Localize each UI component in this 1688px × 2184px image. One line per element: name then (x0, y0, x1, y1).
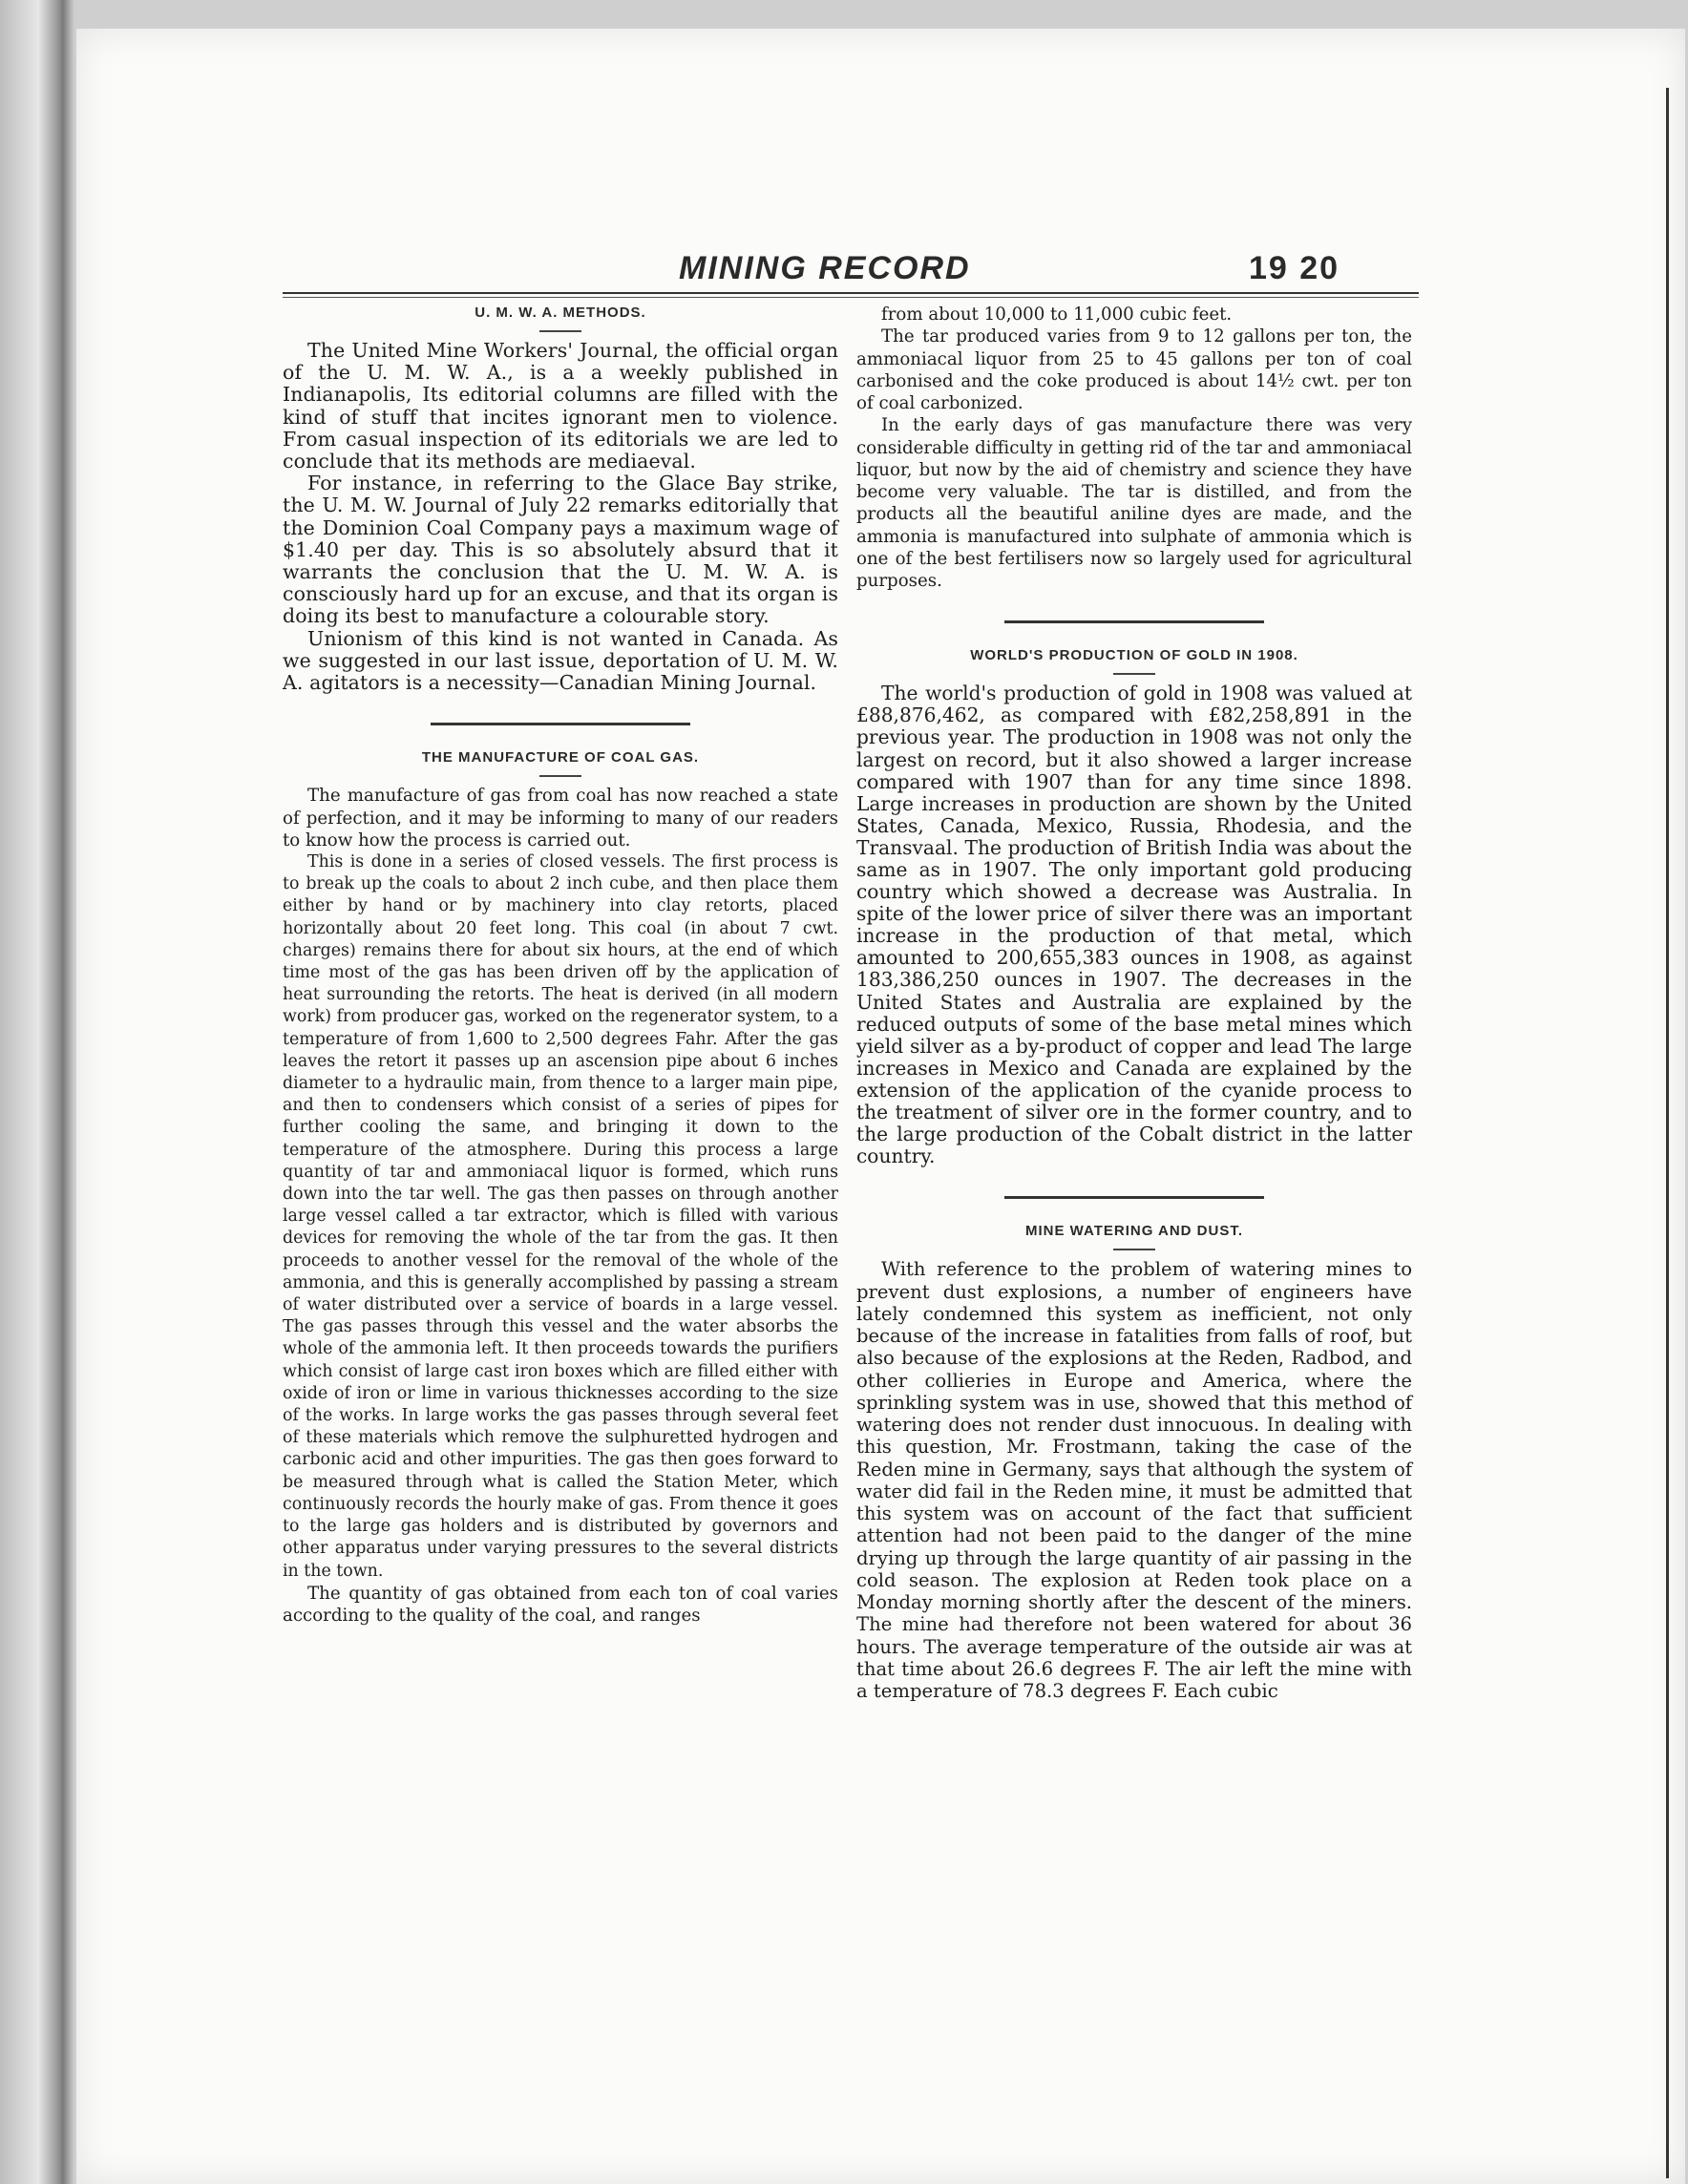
article-paragraph: The tar produced varies from 9 to 12 gallons per ton, the ammoniacal liquor from 25 to 45 gallons per ton of coal carbonised and the coke produced is about 14½ cwt. per ton of coal carbonized. (856, 326, 1412, 413)
adjacent-page-edge (0, 0, 74, 2184)
article-separator (1004, 620, 1264, 623)
journal-title: MINING RECORD (679, 250, 971, 286)
article-paragraph: In the early days of gas manufacture there was very considerable difficulty in getting rid of the tar and ammoniacal liquor, but now by the aid of chemistry and science they have become very valuable. The tar is distilled, and from the products all the beautiful aniline dyes are made, and the ammonia is manufactured into sulphate of ammonia which is one of the best fertilisers now so largely used for agricultural purposes. (856, 415, 1412, 591)
article-paragraph: The United Mine Workers' Journal, the official organ of the U. M. W. A., is a a weekly published in Indianapolis, Its editorial columns are filled with the kind of stuff that incites ignorant men to violence. From casual inspection of its editorials we are led to conclude that its methods are mediaeval. (283, 339, 838, 473)
article-paragraph: The world's production of gold in 1908 was valued at £88,876,462, as compared with £82,258,891 in the previous year. The production in 1908 was not only the largest on record, but it also showed a larger increase compared with 1907 than for any time since 1898. Large increases in production are shown by the United States, Canada, Mexico, Russia, Rhodesia, and the Transvaal. The production of British India was about the same as in 1907. The only important gold producing country which showed a decrease was Australia. In spite of the lower price of silver there was an important increase in the production of that metal, which amounted to 200,655,383 ounces in 1908, as against 183,386,250 ounces in 1907. The decreases in the United States and Australia are explained by the reduced outputs of some of the base metal mines which yield silver as a by-product of copper and lead The large increases in Mexico and Canada are explained by the extension of the application of the cyanide process to the treatment of silver ore in the former country, and to the large production of the Cobalt district in the latter country. (856, 682, 1412, 1168)
article-title: U. M. W. A. METHODS. (475, 304, 646, 321)
title-dash (1113, 1249, 1155, 1250)
page-header (283, 250, 1419, 296)
left-column (283, 304, 838, 1627)
article-paragraph: For instance, in referring to the Glace Bay strike, the U. M. W. Journal of July 22 remarks editorially that the Dominion Coal Company pays a maximum wage of $1.40 per day. This is so absolutely absurd that it warrants the conclusion that the U. M. W. A. is consciously hard up for an excuse, and that its organ is doing its best to manufacture a colourable story. (283, 472, 838, 628)
article-mine-watering (856, 1222, 1412, 1702)
right-column (856, 304, 1412, 1702)
article-coal-gas (283, 748, 838, 1627)
article-paragraph: from about 10,000 to 11,000 cubic feet. (881, 304, 1233, 325)
article-paragraph: This is done in a series of closed vessels. The first process is to break up the coals to about 2 inch cube, and then place them either by hand or by machinery into clay retorts, placed horizontally about 20 feet long. This coal (in about 7 cwt. charges) remains there for about six hours, at the end of which time most of the gas has been driven off by the application of heat surrounding the retorts. The heat is derived (in all modern work) from producer gas, worked on the regenerator system, to a temperature of from 1,600 to 2,500 degrees Fahr. After the gas leaves the retort it passes up an ascension pipe about 6 inches diameter to a hydraulic main, from thence to a larger main pipe, and then to condensers which consist of a series of pipes for further cooling the same, and bringing it down to the temperature of the atmosphere. During this process a large quantity of tar and ammoniacal liquor is formed, which runs down into the tar well. The gas then passes on through another large vessel called a tar extractor, which is filled with various devices for removing the whole of the tar from the gas. It then proceeds to another vessel for the removal of the whole of the ammonia, and this is generally accomplished by passing a stream of water distributed over a service of boards in a large vessel. The gas passes through this vessel and the water absorbs the whole of the ammonia left. It then proceeds towards the purifiers which consist of large cast iron boxes which are filled either with oxide of iron or lime in various thicknesses according to the size of the works. In large works the gas passes through several feet of these materials which remove the sulphuretted hydrogen and carbonic acid and other impurities. The gas then goes forward to be measured through what is called the Station Meter, which continuously records the hourly make of gas. From thence it goes to the large gas holders and is distributed by governors and other apparatus under varying pressures to the several districts in the town. (283, 852, 838, 1581)
article-title: THE MANUFACTURE OF COAL GAS. (421, 749, 700, 766)
article-umwa-methods (283, 304, 838, 694)
page-number: 19 20 (1249, 250, 1340, 286)
page-border-line (1666, 88, 1669, 2178)
article-coal-gas-continued (856, 304, 1412, 592)
article-paragraph: The quantity of gas obtained from each ton of coal varies according to the quality of the coal, and ranges (283, 1583, 838, 1626)
article-separator (431, 723, 690, 725)
article-gold-production (856, 646, 1412, 1167)
article-paragraph: The manufacture of gas from coal has now reached a state of perfection, and it may be informing to many of our readers to know how the process is carried out. (283, 786, 838, 850)
article-paragraph: With reference to the problem of watering mines to prevent dust explosions, a number of engineers have lately condemned this system as inefficient, not only because of the increase in fatalities from falls of roof, but also because of the explosions at the Reden, Radbod, and other collieries in Europe and America, where the sprinkling system was in use, showed that this method of watering does not render dust innocuous. In dealing with this question, Mr. Frostmann, taking the case of the Reden mine in Germany, says that although the system of water did fail in the Reden mine, it must be admitted that this system was on account of the fact that sufficient attention had not been paid to the danger of the mine drying up through the large quantity of air passing in the cold season. The explosion at Reden took place on a Monday morning shortly after the descent of the miners. The mine had therefore not been watered for about 36 hours. The average temperature of the outside air was at that time about 26.6 degrees F. The air left the mine with a temperature of 78.3 degrees F. Each cubic (856, 1258, 1412, 1703)
article-title: WORLD'S PRODUCTION OF GOLD IN 1908. (970, 647, 1298, 664)
article-paragraph: Unionism of this kind is not wanted in Canada. As we suggested in our last issue, deportation of U. M. W. A. agitators is a necessity—Canadian Mining Journal. (283, 626, 838, 695)
article-title: MINE WATERING AND DUST. (1025, 1223, 1243, 1240)
title-dash (539, 775, 581, 777)
header-rule (283, 292, 1419, 298)
title-dash (539, 330, 581, 332)
article-separator (1004, 1196, 1264, 1199)
title-dash (1113, 673, 1155, 675)
